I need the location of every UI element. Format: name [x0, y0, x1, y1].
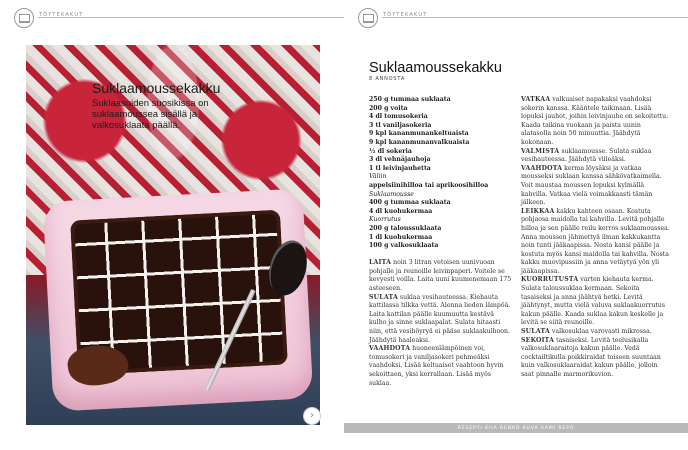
ingredient-list — [369, 96, 512, 251]
step-keyword: VAAHDOTA — [521, 164, 563, 172]
ingredient-item: 1 tl leivinjauhetta — [369, 164, 431, 172]
ingredient-item: 200 g voita — [369, 104, 408, 112]
photo-subtitle: Suklaasuiden suosikissa on suklaamoussea sisällä ja valkosuklaata päällä. — [92, 98, 209, 131]
header-rule — [382, 17, 688, 18]
recipe-column-right — [521, 96, 671, 380]
step-keyword: SEKOITA — [521, 336, 555, 344]
instruction-step — [521, 337, 671, 380]
credits-bar: RESEPTI KIIA RENKO KUVA SAMI REPO — [344, 423, 688, 433]
instruction-step — [521, 96, 671, 148]
chevron-right-icon: › — [310, 410, 314, 421]
step-text: valkosuklaa varovasti mikrossa. — [549, 328, 652, 336]
ingredient-item: ½ dl sokeria — [369, 147, 412, 155]
step-text: suklaa vesihauteessa. Kiehauta kattilassa tilkka vettä. Alenna lieden lämpöä. Laita kattilan päälle kuumuutta kestävä kulho ja sinne suklaapalat. Sulata hitaasti niin, että vesihöyryä ei pääse suklaakulhoon. Jäähdytä haaleaksi. — [369, 293, 511, 344]
ingredient-item: appelsiinihilloa tai aprikoosihilloa — [369, 181, 489, 189]
book-logo-icon — [14, 8, 34, 28]
step-text: suklaamousse. Sulata suklaa vesihauteessa. Jäähdytä viileäksi. — [521, 147, 652, 164]
photo-caption — [92, 80, 252, 131]
instruction-step — [521, 148, 671, 165]
step-text: valkuaiset napakaksi vaahdoksi sokerin kanssa. Kääntele taikinaan. Lisää lopuksi jauhot, joihin leivinjauhe on sekoitettu. Kaada taikina vuokaan ja paista uunin alatasolla noin 50 minuuttia. Jäähdytä kokonaan. — [521, 96, 669, 146]
photo-title: Suklaamoussekakku — [92, 80, 221, 96]
step-text: kerma löysäksi ja vatkaa mousseksi suklaan kanssa sähkövatkaimella. Voit maustaa moussen lopuksi kylmällä kahvilla. Vatkaa vielä voimakkaasti tämän jälkeen. — [521, 164, 662, 207]
ingredient-group-heading: Väliin — [369, 173, 387, 181]
step-text: noin 3 litran vetoisen uunivuoan pohjalle ja reunoille leivinpaperi. Voitele se kevyesti voilla. Laita uuni kuumenemaan 175 asteeseen. — [369, 259, 512, 293]
recipe-column-left — [369, 96, 512, 388]
step-text: tasaiseksi. Levitä teelusikalla valkosuklaaraitoja kakun päälle. Vedä cocktailtikulla poikkiraidat toiseen suuntaan kuin valkosuklaaraidat kakun päälle, jolloin saat pinnalle marmorikuvion. — [521, 336, 661, 378]
instruction-step — [369, 294, 512, 346]
header-rule — [38, 17, 344, 18]
ingredient-group-heading: Kuorrutus — [369, 216, 401, 224]
ingredient-item: 4 dl kuohukermaa — [369, 207, 433, 215]
step-keyword: LAITA — [369, 259, 392, 267]
section-label: TÖYTEKAKUT — [383, 12, 428, 18]
step-text: kakku kahteen osaan. Kostuta pohjaosa maidolla tai kahvilla. Levitä pohjalle hilloa ja sen päälle reilu kerros suklaamoussea. Anna moussen jähmettyä ilman kakkukantta noin tunti jääkaapissa. Nosta kansi päälle ja kostuta myös kansi maidolla tai kahvilla. Nosta kakku muovipussiin ja anna vetäytyä yön yli jääkaapissa. — [521, 207, 670, 275]
instruction-step — [521, 165, 671, 208]
ingredient-item: 9 kpl kananmunankeltuaista — [369, 130, 469, 138]
step-keyword: SULATA — [521, 328, 550, 336]
cake-photo — [26, 45, 320, 425]
instruction-step — [521, 276, 671, 328]
ingredient-item: 3 tl vaniljasokeria — [369, 121, 432, 129]
instruction-step — [521, 208, 671, 277]
instruction-step — [369, 259, 512, 293]
step-text: huoneenlämpöinen voi, tomusokeri ja vaniljasokeri pehmeäksi vaahdoksi. Lisää keltuaiset vaahtoon hyvin sekoittaen, yksi kerrallaan. Lisää myös suklaa. — [369, 345, 504, 387]
ingredient-item: 100 g valkosuklaata — [369, 242, 439, 250]
ingredient-item: 200 g taloussuklaata — [369, 224, 442, 232]
ingredient-item: 1 dl kuohukermaa — [369, 233, 433, 241]
next-page-button[interactable] — [303, 407, 321, 425]
recipe-servings: 8 ANNOSTA — [369, 76, 406, 82]
right-page — [344, 0, 688, 450]
step-keyword: LEIKKAA — [521, 207, 555, 215]
book-logo-icon — [358, 8, 378, 28]
recipe-title: Suklaamoussekakku — [369, 60, 502, 76]
ingredient-item: 3 dl vehnäjauhoja — [369, 156, 431, 164]
section-label: TÖYTEKAKUT — [39, 12, 84, 18]
instruction-step — [521, 328, 671, 337]
ingredient-item: 250 g tummaa suklaata — [369, 96, 451, 103]
instruction-list — [369, 259, 512, 388]
step-keyword: KUORRUTUSTA — [521, 276, 579, 284]
ingredient-item: 4 dl tomusokeria — [369, 113, 428, 121]
step-keyword: VALMISTA — [521, 147, 560, 155]
step-keyword: SULATA — [369, 293, 398, 301]
ingredient-item: 400 g tummaa suklaata — [369, 199, 451, 207]
step-keyword: VATKAA — [521, 96, 551, 103]
step-text: varten kiehauta kerma. Sulata taloussuklaa kermaan. Sekoita tasaiseksi ja anna jäähtyä hetki. Levitä jäähtynyt, mutta vielä valuva suklaakuorrutus kakun päälle. Kaada suklaa kakun keskelle ja levitä se siitä reunoille. — [521, 276, 665, 327]
ingredient-item: 9 kpl kananmunanvalkuaista — [369, 138, 470, 146]
instruction-step — [369, 345, 512, 388]
step-keyword: VAAHDOTA — [369, 345, 411, 353]
ingredient-group-heading: Suklaamousse — [369, 190, 414, 198]
instruction-list — [521, 96, 671, 380]
